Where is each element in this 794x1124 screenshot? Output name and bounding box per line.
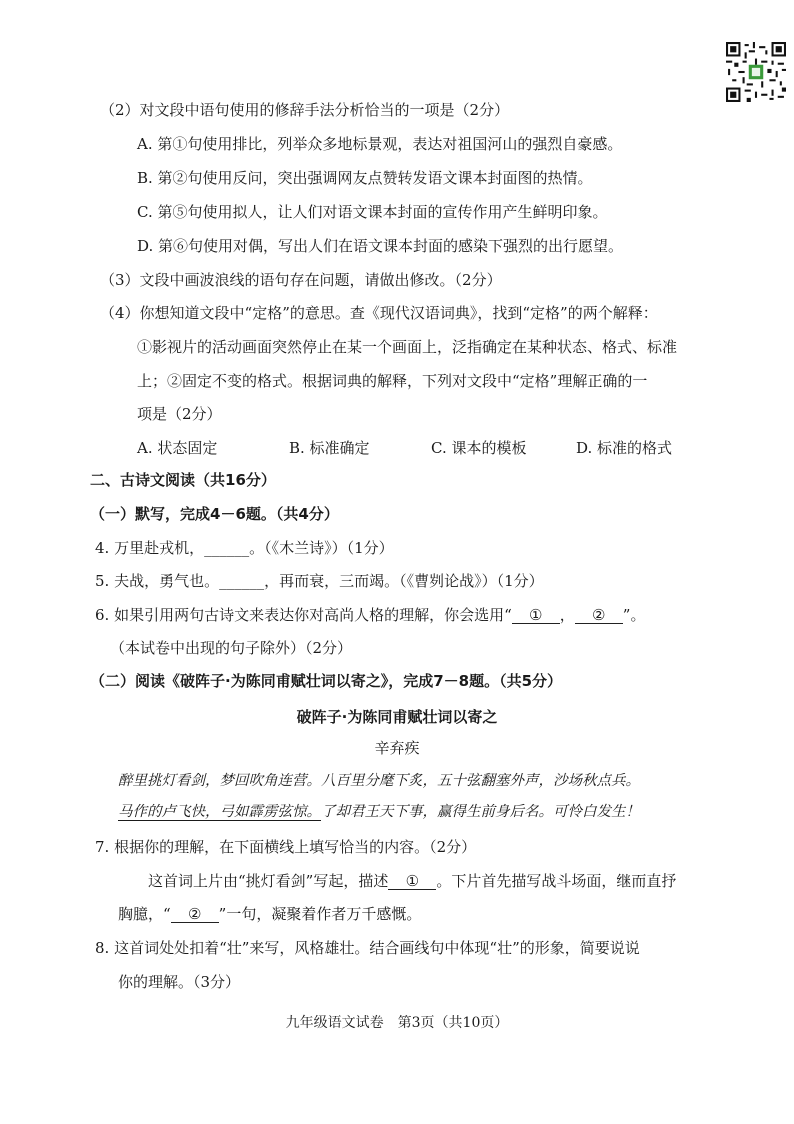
q8-line-1: 8. 这首词处处扣着“壮”来写，风格雄壮。结合画线句中体现“壮”的形象，简要说说 [95,939,640,957]
q7-stem: 7. 根据你的理解，在下面横线上填写恰当的内容。（2分） [95,838,477,856]
q2-option-c: C. 第⑤句使用拟人，让人们对语文课本封面的宣传作用产生鲜明印象。 [137,203,608,221]
question-6 [95,605,645,625]
q4-line-3: 上；②固定不变的格式。根据词典的解释，下列对文段中“定格”理解正确的一 [137,372,648,390]
q5-text-post: ，再而衰，三而竭。（《曹刿论战》）（1分） [264,572,544,590]
section-2-title: 二、古诗文阅读（共16分） [90,471,276,489]
q6-text-post: ”。 [622,606,646,624]
part-2-title: （二）阅读《破阵子·为陈同甫赋壮词以寄之》，完成7－8题。（共5分） [90,672,563,690]
q7-p2-pre: 胸臆，“ [118,905,171,923]
q7-p1-pre: 这首词上片由“挑灯看剑”写起，描述 [148,872,389,890]
q6-blank-1[interactable]: ① [512,607,560,624]
page-footer: 九年级语文试卷 第3页（共10页） [285,1015,509,1031]
q7-paragraph-1 [148,871,676,891]
q4-line-4: 项是（2分） [137,405,222,423]
q6-text-pre: 6. 如果引用两句古诗文来表达你对高尚人格的理解，你会选用“ [95,606,512,624]
q4-option-b: B. 标准确定 [289,439,370,457]
poem-line-2-rest: 了却君王天下事，赢得生前身后名。可怜白发生！ [321,804,640,820]
poem-line-1: 醉里挑灯看剑，梦回吹角连营。八百里分麾下炙，五十弦翻塞外声，沙场秋点兵。 [118,773,640,789]
q2-stem: （2）对文段中语句使用的修辞手法分析恰当的一项是（2分） [100,101,510,119]
q6-text-mid: ， [559,606,575,624]
q8-line-2: 你的理解。（3分） [118,973,241,991]
q7-p2-post: ”一句，凝聚着作者万千感慨。 [218,905,422,923]
poem-line-2 [118,802,640,822]
q7-paragraph-2 [118,904,421,924]
q2-option-d: D. 第⑥句使用对偶，写出人们在语文课本封面的感染下强烈的出行愿望。 [137,237,624,255]
q7-blank-2[interactable]: ② [171,906,219,923]
q3-stem: （3）文段中画波浪线的语句存在问题，请做出修改。（2分） [100,271,502,289]
poem-underlined-line: 马作的卢飞快，弓如霹雳弦惊。 [118,804,321,820]
q7-p1-post: 。下片首先描写战斗场面，继而直抒 [436,872,677,890]
qr-code-icon [726,42,786,102]
q2-option-a: A. 第①句使用排比，列举众多地标景观，表达对祖国河山的强烈自豪感。 [137,135,623,153]
question-4 [95,538,394,558]
q4-options [137,438,672,458]
q4b-text-pre: 4. 万里赴戎机， [95,539,205,557]
q4-option-d: D. 标准的格式 [576,439,673,457]
q4-option-c: C. 课本的模板 [431,439,527,457]
q5-blank[interactable]: ______ [219,572,265,590]
q4b-blank[interactable]: ______ [204,539,250,557]
poem-title: 破阵子·为陈同甫赋壮词以寄之 [296,708,498,726]
question-5 [95,571,544,591]
q4-line-1: （4）你想知道文段中“定格”的意思。查《现代汉语词典》，找到“定格”的两个解释： [100,304,658,322]
part-1-title: （一）默写，完成4－6题。（共4分） [90,505,339,523]
poem-author: 辛弃疾 [374,739,420,757]
q4-line-2: ①影视片的活动画面突然停止在某一个画面上，泛指确定在某种状态、格式、标准 [137,338,678,356]
q6-blank-2[interactable]: ② [575,607,623,624]
q5-text-pre: 5. 夫战，勇气也。 [95,572,220,590]
q4-option-a: A. 状态固定 [137,439,218,457]
q7-blank-1[interactable]: ① [388,873,436,890]
q2-option-b: B. 第②句使用反问，突出强调网友点赞转发语文课本封面图的热情。 [137,169,593,187]
q4b-text-post: 。（《木兰诗》）（1分） [249,539,394,557]
q6-line-2: （本试卷中出现的句子除外）（2分） [110,639,353,657]
